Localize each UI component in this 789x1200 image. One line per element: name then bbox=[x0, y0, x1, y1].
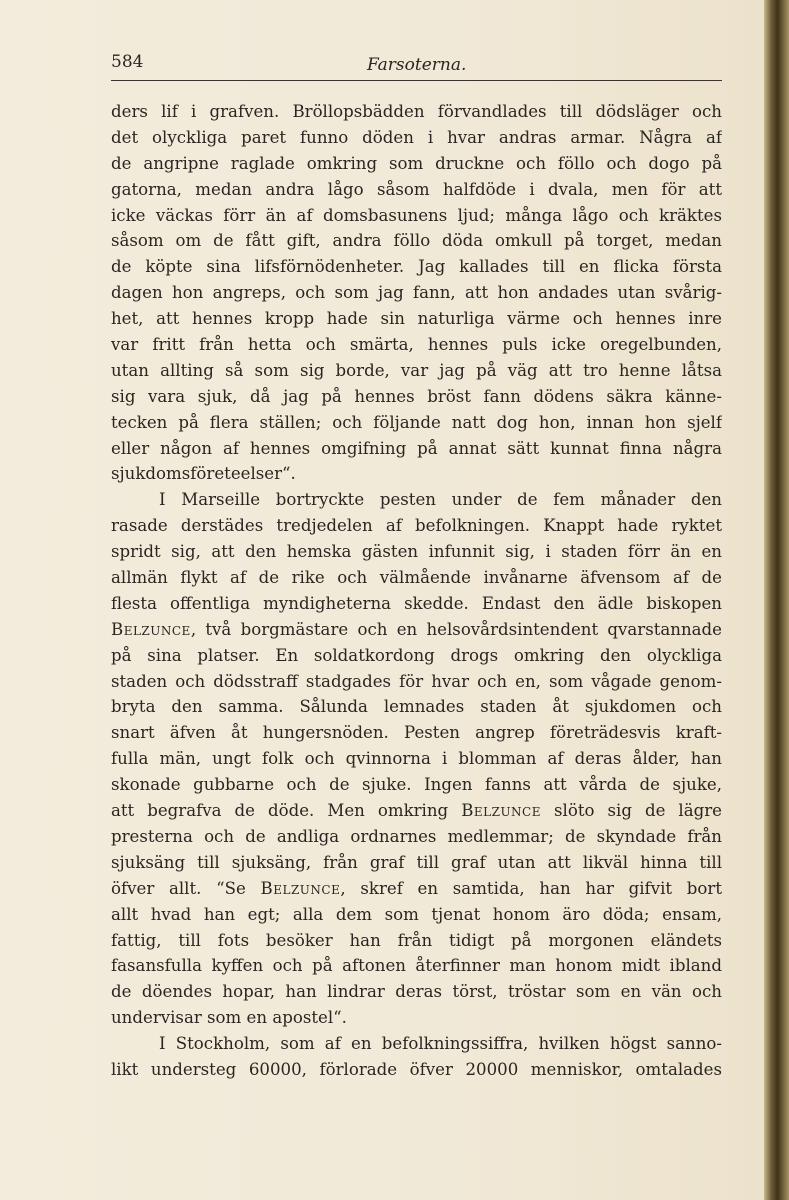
book-binding-edge bbox=[764, 0, 789, 1200]
text-line: presterna och de andliga ordnarnes medlemmar; de skyndade från bbox=[111, 826, 722, 846]
text-line: rasade derstädes tredjedelen af befolkningen. Knappt hade ryktet bbox=[111, 516, 722, 536]
text-line: sjukdomsföreteelser“. bbox=[111, 464, 296, 484]
text-line: likt understeg 60000, förlorade öfver 20000 menniskor, omtalades bbox=[111, 1059, 722, 1079]
text-line: eller någon af hennes omgifning på annat sätt kunnat finna några bbox=[111, 438, 722, 458]
text-line: såsom om de fått gift, andra föllo döda omkull på torget, medan bbox=[111, 231, 722, 251]
text-line: allt hvad han egt; alla dem som tjenat honom äro döda; ensam, bbox=[111, 904, 722, 924]
text-line: de köpte sina lifsförnödenheter. Jag kallades till en flicka första bbox=[111, 257, 722, 277]
text-line: fulla män, ungt folk och qvinnorna i blomman af deras ålder, han bbox=[111, 749, 722, 769]
text-line: ders lif i grafven. Bröllopsbädden förvandlades till dödsläger och bbox=[111, 102, 722, 121]
text-line: undervisar som en apostel“. bbox=[111, 1008, 347, 1028]
person-name: Belzunce bbox=[260, 878, 341, 898]
text-line: öfver allt. “Se Belzunce, skref en samtida, han har gifvit bort bbox=[111, 878, 722, 898]
text-line: Belzunce, två borgmästare och en helsovårdsintendent qvarstannade bbox=[111, 619, 722, 639]
running-title: Farsoterna. bbox=[367, 55, 467, 75]
text-line: dagen hon angreps, och som jag fann, att hon andades utan svårig- bbox=[111, 283, 722, 303]
text-line: gatorna, medan andra lågo såsom halfdöde i dvala, men för att bbox=[111, 179, 722, 199]
text-line: på sina platser. En soldatkordong drogs omkring den olyckliga bbox=[111, 645, 722, 665]
text-line: tecken på flera ställen; och följande natt dog hon, innan hon sjelf bbox=[111, 412, 722, 432]
text-line: utan allting så som sig borde, var jag på väg att tro henne låtsa bbox=[111, 360, 722, 380]
text-line: het, att hennes kropp hade sin naturliga värme och hennes inre bbox=[111, 309, 722, 329]
page-number: 584 bbox=[111, 52, 144, 72]
text-line: skonade gubbarne och de sjuke. Ingen fanns att vårda de sjuke, bbox=[111, 775, 722, 795]
text-line: det olyckliga paret funno döden i hvar andras armar. Några af bbox=[111, 127, 722, 147]
text-line: flesta offentliga myndigheterna skedde. Endast den ädle biskopen bbox=[111, 593, 722, 613]
text-line: de angripne raglade omkring som druckne och föllo och dogo på bbox=[111, 153, 722, 173]
page-header bbox=[111, 52, 722, 81]
text-line: att begrafva de döde. Men omkring Belzunce slöto sig de lägre bbox=[111, 801, 722, 821]
text-line: sig vara sjuk, då jag på hennes bröst fann dödens säkra känne- bbox=[111, 386, 722, 406]
person-name: Belzunce bbox=[111, 619, 191, 639]
text-line: de döendes hopar, han lindrar deras törst, tröstar som en vän och bbox=[111, 982, 722, 1002]
text-line: snart äfven åt hungersnöden. Pesten angrep företrädesvis kraft- bbox=[111, 723, 722, 743]
text-line: allmän flykt af de rike och välmående invånarne äfvensom af de bbox=[111, 568, 722, 588]
person-name: Belzunce bbox=[461, 801, 542, 821]
text-line: bryta den samma. Sålunda lemnades staden åt sjukdomen och bbox=[111, 697, 722, 717]
text-line: staden och dödsstraff stadgades för hvar och en, som vågade genom- bbox=[111, 671, 722, 691]
text-line: I Marseille bortryckte pesten under de fem månader den bbox=[159, 490, 722, 510]
text-line: sjuksäng till sjuksäng, från graf till graf utan att likväl hinna till bbox=[111, 852, 722, 872]
text-line: var fritt från hetta och smärta, hennes puls icke oregelbunden, bbox=[111, 335, 722, 355]
text-line: spridt sig, att den hemska gästen infunnit sig, i staden förr än en bbox=[111, 542, 722, 562]
text-line: I Stockholm, som af en befolkningssiffra, hvilken högst sanno- bbox=[159, 1034, 722, 1054]
text-line: icke väckas förr än af domsbasunens ljud; många lågo och kräktes bbox=[111, 205, 722, 225]
body-text bbox=[111, 99, 722, 1083]
text-line: fattig, till fots besöker han från tidigt på morgonen eländets bbox=[111, 930, 722, 950]
text-line: fasansfulla kyffen och på aftonen återfinner man honom midt ibland bbox=[111, 956, 722, 976]
